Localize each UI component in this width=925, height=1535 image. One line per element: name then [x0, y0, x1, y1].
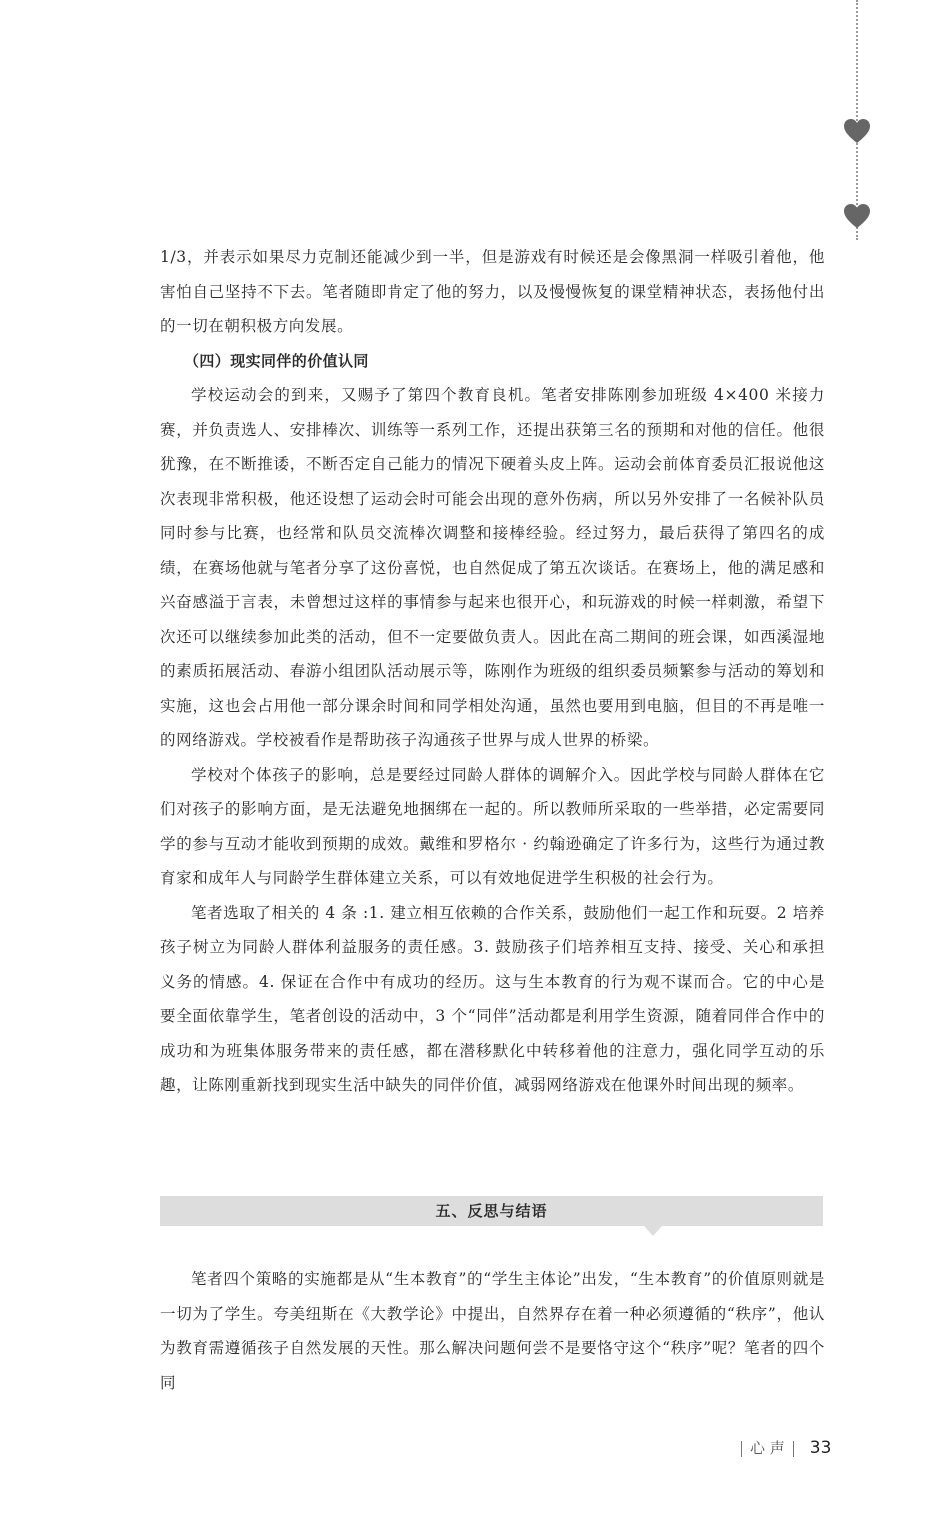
section-body — [160, 1262, 825, 1400]
section-title: 五、反思与结语 — [435, 1202, 548, 1220]
paragraph: 1/3，并表示如果尽力克制还能减少到一半，但是游戏有时候还是会像黑洞一样吸引着他，他害怕自己坚持不下去。笔者随即肯定了他的努力，以及慢慢恢复的课堂精神状态，表扬他付出的一切在朝积极方向发展。 — [160, 248, 825, 335]
paragraph: 学校对个体孩子的影响，总是要经过同龄人群体的调解介入。因此学校与同龄人群体在它们对孩子的影响方面，是无法避免地捆绑在一起的。所以教师所采取的一些举措，必定需要同学的参与互动才能收到预期的成效。戴维和罗格尔 · 约翰逊确定了许多行为，这些行为通过教育家和成年人与同龄学生群体建立关系，可以有效地促进学生积极的社会行为。 — [160, 765, 825, 887]
heart-icon — [842, 116, 872, 146]
heart-icon — [842, 201, 872, 231]
section-heading-bar — [160, 1196, 823, 1226]
footer-divider — [793, 1441, 794, 1457]
subsection-heading: （四）现实同伴的价值认同 — [184, 351, 369, 370]
footer-divider — [741, 1441, 742, 1457]
article-body — [160, 240, 825, 1103]
page-footer — [733, 1436, 831, 1460]
page-number: 33 — [809, 1438, 832, 1458]
column-name: 心 声 — [750, 1439, 785, 1457]
paragraph: 笔者选取了相关的 4 条 :1. 建立相互依赖的合作关系，鼓励他们一起工作和玩耍。2 培养孩子树立为同龄人群体利益服务的责任感。3. 鼓励孩子们培养相互支持、接受、关心和承担义务的情感。4. 保证在合作中有成功的经历。这与生本教育的行为观不谋而合。它的中心是要全面依靠学生，笔者创设的活动中，3 个“同伴”活动都是利用学生资源，随着同伴合作中的成功和为班集体服务带来的责任感，都在潜移默化中转移着他的注意力，强化同学互动的乐趣，让陈刚重新找到现实生活中缺失的同伴价值，减弱网络游戏在他课外时间出现的频率。 — [160, 903, 825, 1094]
paragraph: 学校运动会的到来，又赐予了第四个教育良机。笔者安排陈刚参加班级 4×400 米接力赛，并负责选人、安排棒次、训练等一系列工作，还提出获第三名的预期和对他的信任。他很犹豫，在不断推诿，不断否定自己能力的情况下硬着头皮上阵。运动会前体育委员汇报说他这次表现非常积极，他还设想了运动会时可能会出现的意外伤病，所以另外安排了一名候补队员同时参与比赛，也经常和队员交流棒次调整和接棒经验。经过努力，最后获得了第四名的成绩，在赛场他就与笔者分享了这份喜悦，也自然促成了第五次谈话。在赛场上，他的满足感和兴奋感溢于言表，未曾想过这样的事情参与起来也很开心，和玩游戏的时候一样刺激，希望下次还可以继续参加此类的活动，但不一定要做负责人。因此在高二期间的班会课，如西溪湿地的素质拓展活动、春游小组团队活动展示等，陈刚作为班级的组织委员频繁参与活动的筹划和实施，这也会占用他一部分课余时间和同学相处沟通，虽然也要用到电脑，但目的不再是唯一的网络游戏。学校被看作是帮助孩子沟通孩子世界与成人世界的桥梁。 — [160, 386, 825, 749]
section-bar-pointer — [644, 1226, 662, 1236]
paragraph: 笔者四个策略的实施都是从“生本教育”的“学生主体论”出发，“生本教育”的价值原则就是一切为了学生。夸美纽斯在《大教学论》中提出，自然界存在着一种必须遵循的“秩序”，他认为教育需遵循孩子自然发展的天性。那么解决问题何尝不是要恪守这个“秩序”呢？笔者的四个同 — [160, 1270, 825, 1392]
